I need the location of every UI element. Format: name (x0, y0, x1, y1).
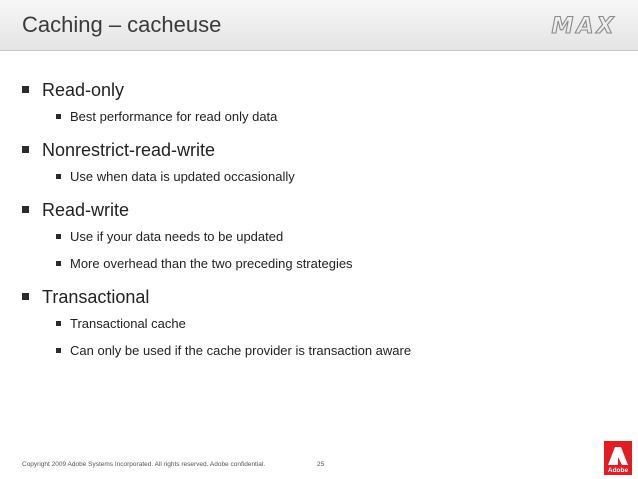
max-logo-text: MAX (551, 16, 617, 36)
square-bullet-icon (56, 114, 61, 119)
bullet-item (0, 78, 638, 106)
page-number: 25 (317, 461, 325, 468)
bullet-text: Read-write (42, 200, 130, 220)
sub-bullet-text: More overhead than the two preceding strategies (70, 256, 353, 271)
bullet-item (0, 285, 638, 313)
sub-bullet-text: Use when data is updated occasionally (70, 169, 295, 184)
adobe-logo (604, 441, 632, 475)
bullet-text: Read-only (42, 80, 125, 100)
square-bullet-icon (56, 261, 61, 266)
sub-bullet-text: Transactional cache (70, 316, 186, 331)
square-bullet-icon (22, 86, 29, 93)
header-divider (0, 50, 638, 51)
adobe-logo-text: Adobe (607, 467, 629, 474)
sub-bullet-text: Best performance for read only data (70, 109, 278, 124)
bullet-item (0, 138, 638, 166)
max-logo (540, 16, 628, 36)
square-bullet-icon (22, 146, 29, 153)
sub-bullet-text: Can only be used if the cache provider is transaction aware (70, 343, 412, 358)
sub-bullet-item (0, 253, 638, 280)
square-bullet-icon (56, 174, 61, 179)
sub-bullet-item (0, 313, 638, 340)
footer-copyright: Copyright 2009 Adobe Systems Incorporated. All rights reserved. Adobe confidential. (22, 461, 266, 468)
square-bullet-icon (22, 293, 29, 300)
sub-bullet-text: Use if your data needs to be updated (70, 229, 284, 244)
bullet-text: Nonrestrict-read-write (42, 140, 216, 160)
sub-bullet-item (0, 340, 638, 367)
sub-bullet-item (0, 166, 638, 193)
slide-title: Caching – cacheuse (22, 12, 222, 37)
square-bullet-icon (56, 348, 61, 353)
bullet-list (0, 78, 638, 367)
square-bullet-icon (56, 234, 61, 239)
bullet-item (0, 198, 638, 226)
sub-bullet-item (0, 106, 638, 133)
sub-bullet-item (0, 226, 638, 253)
square-bullet-icon (22, 206, 29, 213)
bullet-text: Transactional (42, 287, 150, 307)
square-bullet-icon (56, 321, 61, 326)
